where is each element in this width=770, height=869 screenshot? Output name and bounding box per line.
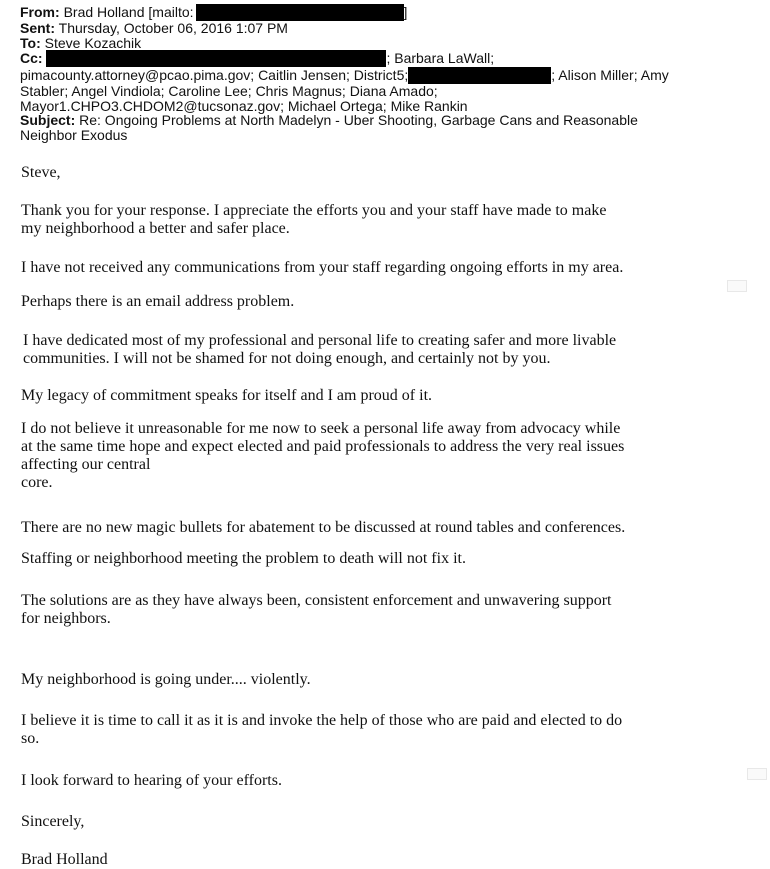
cc-line2-b: ; Alison Miller; Amy	[551, 67, 669, 84]
to-line	[20, 36, 740, 51]
text-line: core.	[21, 474, 53, 491]
cc-line-2	[20, 67, 740, 84]
from-line	[20, 4, 740, 21]
paragraph-going-under: My neighborhood is going under.... violently.	[21, 671, 311, 688]
cc-line-3: Stabler; Angel Vindiola; Caroline Lee; Chris Magnus; Diana Amado;	[20, 83, 438, 100]
subject-line	[20, 113, 740, 128]
scan-artifact	[747, 768, 767, 780]
paragraph-legacy: My legacy of commitment speaks for itself and I am proud of it.	[21, 387, 433, 404]
cc-line-4: Mayor1.CHPO3.CHDOM2@tucsonaz.gov; Michael Ortega; Mike Rankin	[20, 97, 468, 114]
to-value: Steve Kozachik	[44, 34, 142, 51]
paragraph-look-forward: I look forward to hearing of your efforts.	[21, 772, 282, 789]
from-close: ]	[403, 4, 408, 20]
paragraph-call-it	[21, 712, 751, 748]
cc-label: Cc:	[20, 50, 43, 67]
sent-value: Thursday, October 06, 2016 1:07 PM	[58, 20, 288, 36]
text-line: affecting our central	[21, 456, 151, 473]
text-line: I have dedicated most of my professional and personal life to creating safer and more livable	[23, 332, 617, 349]
paragraph-dedicated	[23, 332, 753, 368]
text-line: I believe it is time to call it as it is and invoke the help of those who are paid and elected to do	[21, 712, 623, 729]
subject-label: Subject:	[20, 112, 76, 129]
paragraph-staffing: Staffing or neighborhood meeting the problem to death will not fix it.	[21, 550, 466, 567]
subject-value: Re: Ongoing Problems at North Madelyn - Uber Shooting, Garbage Cans and Reasonable	[79, 112, 638, 129]
paragraph-solutions	[21, 592, 751, 628]
signature: Brad Holland	[21, 851, 108, 868]
redaction-box	[408, 67, 551, 84]
paragraph-magic-bullets: There are no new magic bullets for abatement to be discussed at round tables and conferences.	[21, 519, 626, 536]
from-value: Brad Holland [mailto:	[63, 4, 194, 20]
text-line: communities. I will not be shamed for not doing enough, and certainly not by you.	[23, 350, 551, 367]
text-line: at the same time hope and expect elected and paid professionals to address the very real issues	[21, 438, 625, 455]
sent-line	[20, 21, 740, 36]
text-line: I do not believe it unreasonable for me now to seek a personal life away from advocacy while	[21, 420, 621, 437]
text-line: for neighbors.	[21, 610, 111, 627]
closing: Sincerely,	[21, 813, 85, 830]
subject-line-2: Neighbor Exodus	[20, 126, 128, 143]
paragraph-communications: I have not received any communications from your staff regarding ongoing efforts in my area.	[21, 259, 624, 276]
redaction-box	[196, 4, 404, 21]
text-line: my neighborhood a better and safer place.	[21, 220, 290, 237]
sent-label: Sent:	[20, 20, 55, 36]
cc-line2-a: pimacounty.attorney@pcao.pima.gov; Caitlin Jensen; District5;	[20, 67, 409, 84]
paragraph-thanks	[21, 202, 751, 238]
scan-artifact	[727, 280, 747, 292]
redaction-box	[46, 50, 386, 67]
email-header	[20, 4, 740, 143]
paragraph-unreasonable	[21, 420, 751, 492]
paragraph-email-problem: Perhaps there is an email address problem.	[21, 293, 295, 310]
text-line: so.	[21, 730, 40, 747]
to-label: To:	[20, 34, 41, 51]
cc-line-1	[20, 50, 740, 67]
text-line: The solutions are as they have always been, consistent enforcement and unwavering support	[21, 592, 612, 609]
cc-line1-after: ; Barbara LaWall;	[386, 50, 495, 67]
greeting: Steve,	[21, 164, 61, 181]
text-line: Thank you for your response. I appreciate the efforts you and your staff have made to make	[21, 202, 607, 219]
from-label: From:	[20, 4, 60, 20]
